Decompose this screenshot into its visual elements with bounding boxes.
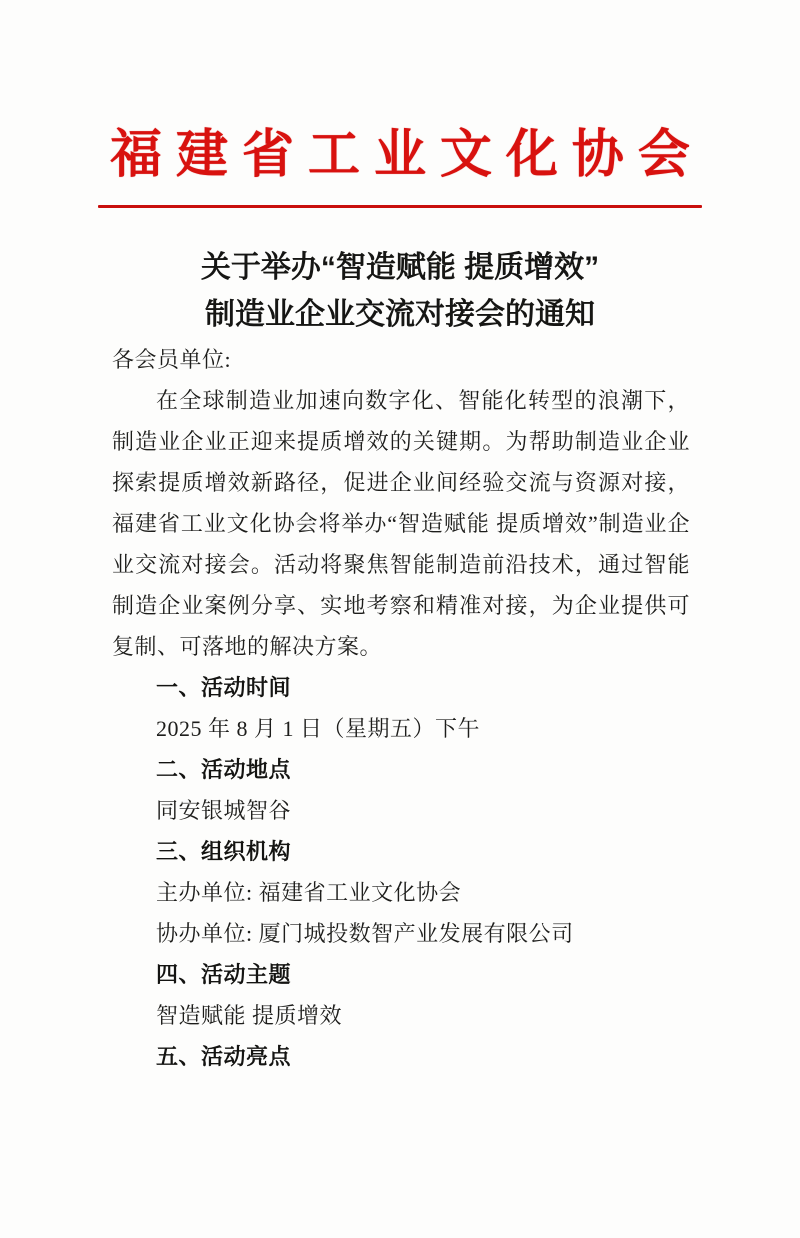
organizer-host-line: 主办单位: 福建省工业文化协会 — [156, 880, 462, 905]
activity-time-value: 2025 年 8 月 1 日（星期五）下午 — [156, 716, 481, 741]
notice-title — [60, 244, 740, 338]
notice-body — [112, 339, 690, 1077]
section-heading-activity-time: 一、活动时间 — [156, 675, 292, 700]
section-heading-activity-theme: 四、活动主题 — [156, 962, 292, 987]
notice-title-line-1: 关于举办“智造赋能 提质增效” — [200, 251, 600, 284]
organizer-cohost-line: 协办单位: 厦门城投数智产业发展有限公司 — [156, 921, 574, 946]
section-heading-activity-location: 二、活动地点 — [156, 757, 292, 782]
section-heading-activity-highlights: 五、活动亮点 — [156, 1044, 292, 1069]
org-title: 福 建 省 工 业 文 化 协 会 — [110, 127, 690, 184]
salutation: 各会员单位: — [112, 347, 232, 372]
letterhead — [110, 0, 690, 208]
intro-paragraph: 在全球制造业加速向数字化、智能化转型的浪潮下，制造业企业正迎来提质增效的关键期。为帮助制造业企业探索提质增效新路径，促进企业间经验交流与资源对接，福建省工业文化协会将举办“智造赋能 提质增效”制造业企业交流对接会。活动将聚焦智能制造前沿技术，通过智能制造企业案例分享、实地考察和精准对接，为企业提供可复制、可落地的解决方案。 — [112, 388, 690, 659]
activity-location-value: 同安银城智谷 — [156, 798, 292, 823]
activity-theme-value: 智造赋能 提质增效 — [156, 1003, 343, 1028]
section-heading-organization: 三、组织机构 — [156, 839, 292, 864]
letterhead-rule — [98, 205, 702, 208]
notice-title-line-2: 制造业企业交流对接会的通知 — [205, 298, 595, 331]
